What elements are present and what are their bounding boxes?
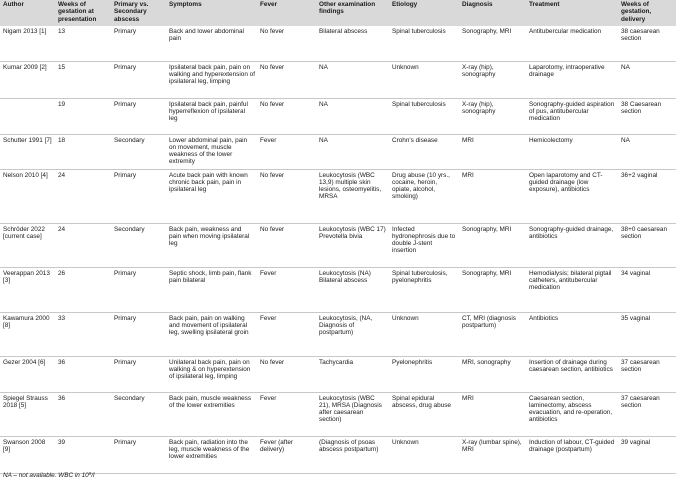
header-symptoms: Symptoms bbox=[169, 1, 202, 8]
cell-fever: No fever bbox=[257, 61, 316, 98]
cell-delivery: 35 vaginal bbox=[618, 312, 676, 356]
table-row bbox=[0, 169, 676, 223]
cell-primary: Secondary bbox=[111, 134, 166, 169]
header-delivery: Weeks of gestation, delivery bbox=[621, 1, 652, 23]
cell-author: Nelson 2010 [4] bbox=[0, 169, 55, 223]
cell-fever: Fever bbox=[257, 312, 316, 356]
cell-diagnosis: Sonography, MRI bbox=[462, 28, 512, 35]
cell-weeks: 36 bbox=[55, 392, 111, 436]
cell-author: Swanson 2008 [9] bbox=[0, 436, 55, 473]
cell-delivery: 36+2 vaginal bbox=[618, 169, 676, 223]
cell-symptoms: Septic shock, limb pain, flank pain bilateral bbox=[166, 267, 257, 312]
cell-fever: Fever bbox=[257, 267, 316, 312]
table-row bbox=[0, 312, 676, 356]
cell-symptoms: Back and lower abdominal pain bbox=[169, 28, 244, 43]
cell-etiology: Unknown bbox=[389, 61, 459, 98]
cell-findings: Tachycardia bbox=[316, 356, 389, 392]
table-row bbox=[0, 223, 676, 267]
cell-author: Nigam 2013 [1] bbox=[3, 28, 47, 35]
cell-primary: Primary bbox=[111, 169, 166, 223]
cell-treatment: Sonography-guided drainage, antibiotics bbox=[526, 223, 618, 267]
table-row bbox=[0, 392, 676, 436]
cell-findings: NA bbox=[316, 134, 389, 169]
cell-fever: No fever bbox=[257, 356, 316, 392]
cell-author: Veerappan 2013 [3] bbox=[0, 267, 55, 312]
cell-primary: Secondary bbox=[111, 223, 166, 267]
table-row bbox=[0, 26, 676, 61]
cell-fever: Fever bbox=[257, 392, 316, 436]
cell-weeks: 24 bbox=[55, 169, 111, 223]
cell-diagnosis: Sonography, MRI bbox=[459, 267, 526, 312]
cell-weeks: 18 bbox=[55, 134, 111, 169]
cell-delivery: 38 Caesarean section bbox=[618, 98, 676, 134]
cell-findings: NA bbox=[316, 98, 389, 134]
header-etiology: Etiology bbox=[392, 1, 418, 8]
cell-weeks: 13 bbox=[58, 28, 66, 35]
cell-etiology: Spinal tuberculosis bbox=[389, 98, 459, 134]
cell-diagnosis: X-ray (hip), sonography bbox=[459, 61, 526, 98]
cell-treatment: Antibiotics bbox=[526, 312, 618, 356]
cell-fever: No fever bbox=[260, 28, 285, 35]
cell-findings: Bilateral abscess bbox=[319, 28, 368, 35]
table-row bbox=[0, 61, 676, 98]
cell-author: Schutter 1991 [7] bbox=[0, 134, 55, 169]
cell-delivery: NA bbox=[618, 134, 676, 169]
footnote-exponent: 9 bbox=[88, 471, 92, 476]
header-treatment: Treatment bbox=[529, 1, 560, 8]
cell-treatment: Caesarean section, laminectomy, abscess evacuation, and re-operation, antibiotics bbox=[526, 392, 618, 436]
cell-etiology: Unknown bbox=[389, 436, 459, 473]
cell-delivery: 37 caesarean section bbox=[618, 392, 676, 436]
cell-etiology: Infected hydronephrosis due to double J-stent insertion bbox=[389, 223, 459, 267]
cell-primary: Primary bbox=[114, 28, 137, 35]
header-findings: Other examination findings bbox=[319, 1, 376, 16]
header-row bbox=[0, 0, 676, 26]
cell-symptoms: Back pain, weakness and pain when moving ipsilateral leg bbox=[166, 223, 257, 267]
cell-findings: Leukocytosis, (NA, Diagnosis of postpartum) bbox=[316, 312, 389, 356]
cell-primary: Primary bbox=[111, 267, 166, 312]
cell-primary: Primary bbox=[111, 312, 166, 356]
cell-author: Gezer 2004 [6] bbox=[0, 356, 55, 392]
cell-delivery: 38 caesarean section bbox=[621, 28, 660, 43]
cell-findings: (Diagnosis of psoas abscess postpartum) bbox=[316, 436, 389, 473]
cell-fever: Fever bbox=[257, 134, 316, 169]
cell-symptoms: Back pain, pain on walking and movement of ipsilateral leg, swelling ipsilateral groin bbox=[166, 312, 257, 356]
cell-symptoms: Back pain, radiation into the leg, muscle weakness of the lower extremities bbox=[166, 436, 257, 473]
cell-symptoms: Back pain, muscle weakness of the lower extremities bbox=[166, 392, 257, 436]
cell-weeks: 39 bbox=[55, 436, 111, 473]
cell-diagnosis: X-ray (lumbar spine), MRI bbox=[459, 436, 526, 473]
cell-etiology: Crohn's disease bbox=[389, 134, 459, 169]
table-row bbox=[0, 134, 676, 169]
table-row bbox=[0, 98, 676, 134]
cell-fever: Fever (after delivery) bbox=[257, 436, 316, 473]
cell-weeks: 26 bbox=[55, 267, 111, 312]
cell-author bbox=[0, 98, 55, 134]
cell-diagnosis: X-ray (hip), sonography bbox=[459, 98, 526, 134]
cell-treatment: Hemodialysis; bilateral pigtail catheters, antitubercular medication bbox=[526, 267, 618, 312]
cell-treatment: Sonography-guided aspiration of pus, antitubercular medication bbox=[526, 98, 618, 134]
header-author: Author bbox=[3, 1, 24, 8]
cell-treatment: Antitubercular medication bbox=[529, 28, 602, 35]
cell-weeks: 33 bbox=[55, 312, 111, 356]
cell-diagnosis: MRI bbox=[459, 169, 526, 223]
cell-symptoms: Unilateral back pain, pain on walking & on hyperextension of ipsilateral leg, limping bbox=[166, 356, 257, 392]
cell-weeks: 15 bbox=[55, 61, 111, 98]
cell-fever: No fever bbox=[257, 223, 316, 267]
footnote-text: NA – not available. WBC in 10 bbox=[3, 472, 89, 479]
cell-author: Kumar 2009 [2] bbox=[0, 61, 55, 98]
cell-symptoms: Lower abdominal pain, pain on movement, muscle weakness of the lower extremity bbox=[166, 134, 257, 169]
cell-delivery: NA bbox=[618, 61, 676, 98]
cell-diagnosis: MRI bbox=[459, 392, 526, 436]
cell-fever: No fever bbox=[257, 98, 316, 134]
cell-treatment: Induction of labour, CT-guided drainage (postpartum) bbox=[526, 436, 618, 473]
cell-primary: Secondary bbox=[111, 392, 166, 436]
cell-symptoms: Ipsilateral back pain, pain on walking and hyperextension of ipsilateral leg, limping bbox=[166, 61, 257, 98]
header-weeks: Weeks of gestation at presentation bbox=[58, 1, 97, 23]
cell-treatment: Open laparotomy and CT-guided drainage (low exposure), antibiotics bbox=[526, 169, 618, 223]
cell-delivery: 37 caesarean section bbox=[618, 356, 676, 392]
cell-diagnosis: MRI, sonography bbox=[459, 356, 526, 392]
cell-findings: Leukocytosis (WBC 21), MRSA (Diagnosis after caesarean section) bbox=[316, 392, 389, 436]
table-row bbox=[0, 436, 676, 473]
cell-findings: Leukocytosis (WBC 13,9) multiple skin lesions, osteomyelitis, MRSA bbox=[316, 169, 389, 223]
cell-symptoms: Ipsilateral back pain, painful hyperreflexion of ipsilateral leg bbox=[166, 98, 257, 134]
cell-findings: Leukocytosis (WBC 17) Prevotella bivia bbox=[316, 223, 389, 267]
cell-treatment: Laparotomy, intraoperative drainage bbox=[526, 61, 618, 98]
cell-etiology: Spinal tuberculosis, pyelonephritis bbox=[389, 267, 459, 312]
cell-treatment: Hemicolectomy bbox=[526, 134, 618, 169]
cell-primary: Primary bbox=[111, 98, 166, 134]
cell-etiology: Spinal tuberculosis bbox=[392, 28, 446, 35]
cell-etiology: Drug abuse (10 yrs., cocaine, heroin, opiate, alcohol, smoking) bbox=[389, 169, 459, 223]
cell-author: Spiegel Strauss 2018 [5] bbox=[0, 392, 55, 436]
cell-author: Schröder 2022 [current case] bbox=[0, 223, 55, 267]
cell-primary: Primary bbox=[111, 356, 166, 392]
cell-diagnosis: CT, MRI (diagnosis postpartum) bbox=[459, 312, 526, 356]
cell-weeks: 19 bbox=[55, 98, 111, 134]
cell-weeks: 24 bbox=[55, 223, 111, 267]
cell-primary: Primary bbox=[111, 61, 166, 98]
cell-delivery: 38+0 caesarean section bbox=[618, 223, 676, 267]
table-row bbox=[0, 267, 676, 312]
cell-primary: Primary bbox=[111, 436, 166, 473]
cell-diagnosis: MRI bbox=[459, 134, 526, 169]
cell-diagnosis: Sonography, MRI bbox=[459, 223, 526, 267]
cell-author: Kawamura 2000 [8] bbox=[0, 312, 55, 356]
cell-etiology: Unknown bbox=[389, 312, 459, 356]
cell-weeks: 36 bbox=[55, 356, 111, 392]
cell-delivery: 39 vaginal bbox=[618, 436, 676, 473]
table-row bbox=[0, 356, 676, 392]
header-primary: Primary vs. Secondary abscess bbox=[114, 1, 149, 23]
cell-delivery: 34 vaginal bbox=[618, 267, 676, 312]
cell-symptoms: Acute back pain with known chronic back pain, pain in ipsilateral leg bbox=[166, 169, 257, 223]
cell-treatment: Insertion of drainage during caesarean section, antibiotics bbox=[526, 356, 618, 392]
cell-etiology: Spinal epidural abscess, drug abuse bbox=[389, 392, 459, 436]
cell-findings: NA bbox=[316, 61, 389, 98]
header-fever: Fever bbox=[260, 1, 278, 8]
table-footnote bbox=[3, 470, 94, 479]
cell-fever: No fever bbox=[257, 169, 316, 223]
footnote-unit: /l bbox=[91, 472, 95, 479]
cell-findings: Leukocytosis (NA) Bilateral abscess bbox=[316, 267, 389, 312]
header-diagnosis: Diagnosis bbox=[462, 1, 493, 8]
cell-etiology: Pyelonephritis bbox=[389, 356, 459, 392]
